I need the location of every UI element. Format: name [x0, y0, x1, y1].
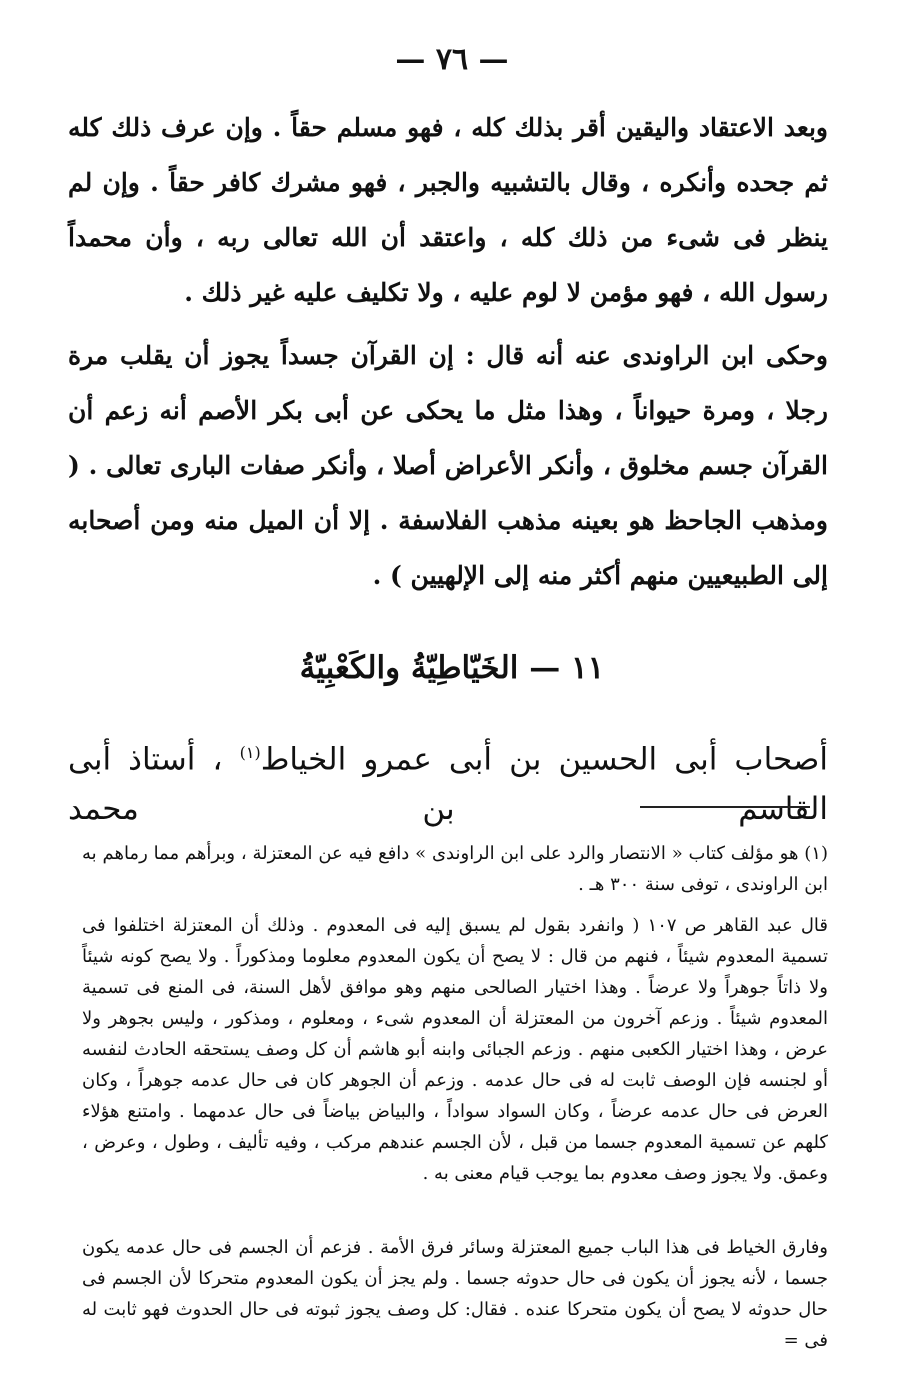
footnote-1: (١) هو مؤلف كتاب « الانتصار والرد على ابن الراوندى » دافع فيه عن المعتزلة ، وبرأهم مما رماهم به ابن الراوندى ، توفى سنة ٣٠٠ هـ .: [82, 843, 828, 895]
intro-text-continued: ، أستاذ أبى القاسم بن محمد: [68, 741, 828, 828]
footnote-separator: [640, 806, 810, 808]
section-intro: [68, 728, 828, 834]
footnote-3: وفارق الخياط فى هذا الباب جميع المعتزلة وسائر فرق الأمة . فزعم أن الجسم فى حال عدمه يكون جسما ، لأنه يجوز أن يكون فى حال حدوثه جسما . ولم يجز أن يكون المعدوم متحركا لأن الجسم فى حال حدوثه لا يصح أن يكون متحركا عنده . فقال: كل وصف يجوز ثبوته فى حال الحدوث فهو ثابت له فى =: [82, 1237, 828, 1351]
page-number: — ٧٦ —: [395, 42, 509, 77]
section-heading: ١١ — الخَيّاطِيّةُ والكَعْبِيّةُ: [299, 650, 605, 686]
intro-text: أصحاب أبى الحسين بن أبى عمرو الخياط: [260, 741, 828, 778]
footnote-reference: (١): [239, 743, 261, 762]
body-paragraph-1: وبعد الاعتقاد واليقين أقر بذلك كله ، فهو مسلم حقاً . وإن عرف ذلك كله ثم جحده وأنكره ، وقال بالتشبيه والجبر ، فهو مشرك كافر حقاً . وإن لم ينظر فى شىء من ذلك كله ، واعتقد أن الله تعالى ربه ، وأن محمداً رسول الله ، فهو مؤمن لا لوم عليه ، ولا تكليف عليه غير ذلك .: [68, 113, 828, 307]
body-paragraph-2: وحكى ابن الراوندى عنه أنه قال : إن القرآن جسداً يجوز أن يقلب مرة رجلا ، ومرة حيواناً ، وهذا مثل ما يحكى عن أبى بكر الأصم أنه زعم أن القرآن جسم مخلوق ، وأنكر الأعراض أصلا ، وأنكر صفات البارى تعالى . ( ومذهب الجاحظ هو بعينه مذهب الفلاسفة . إلا أن الميل منه ومن أصحابه إلى الطبيعيين منهم أكثر منه إلى الإلهيين ) .: [68, 341, 828, 590]
footnote-2: قال عبد القاهر ص ١٠٧ ( وانفرد بقول لم يسبق إليه فى المعدوم . وذلك أن المعتزلة اختلفوا فى تسمية المعدوم شيئاً ، فنهم من قال : لا يصح أن يكون المعدوم معلوما ومذكوراً . ولا يصح كونه شيئاً ولا ذاتاً جوهراً ولا عرضاً . وهذا اختيار الصالحى منهم وهو موافق لأهل السنة، فى المنع فى تسمية المعدوم شيئاً . وزعم آخرون من المعتزلة أن المعدوم شىء ، ومعلوم ، ومذكور ، وليس بجوهر ولا عرض ، وهذا اختيار الكعبى منهم . وزعم الجبائى وابنه أبو هاشم أن كل وصف يستحقه الحادث لنفسه أو لجنسه فإن الوصف ثابت له فى حال عدمه . وزعم أن الجوهر كان فى حال عدمه جوهراً ، وكان العرض فى حال عدمه عرضاً ، وكان السواد سواداً ، والبياض بياضاً فى حال عدمهما . وامتنع هؤلاء كلهم عن تسمية المعدوم جسما من قبل ، لأن الجسم عندهم مركب ، وفيه تأليف ، وطول ، وعرض ، وعمق. ولا يجوز وصف معدوم بما يوجب قيام معنى به .: [82, 915, 828, 1184]
